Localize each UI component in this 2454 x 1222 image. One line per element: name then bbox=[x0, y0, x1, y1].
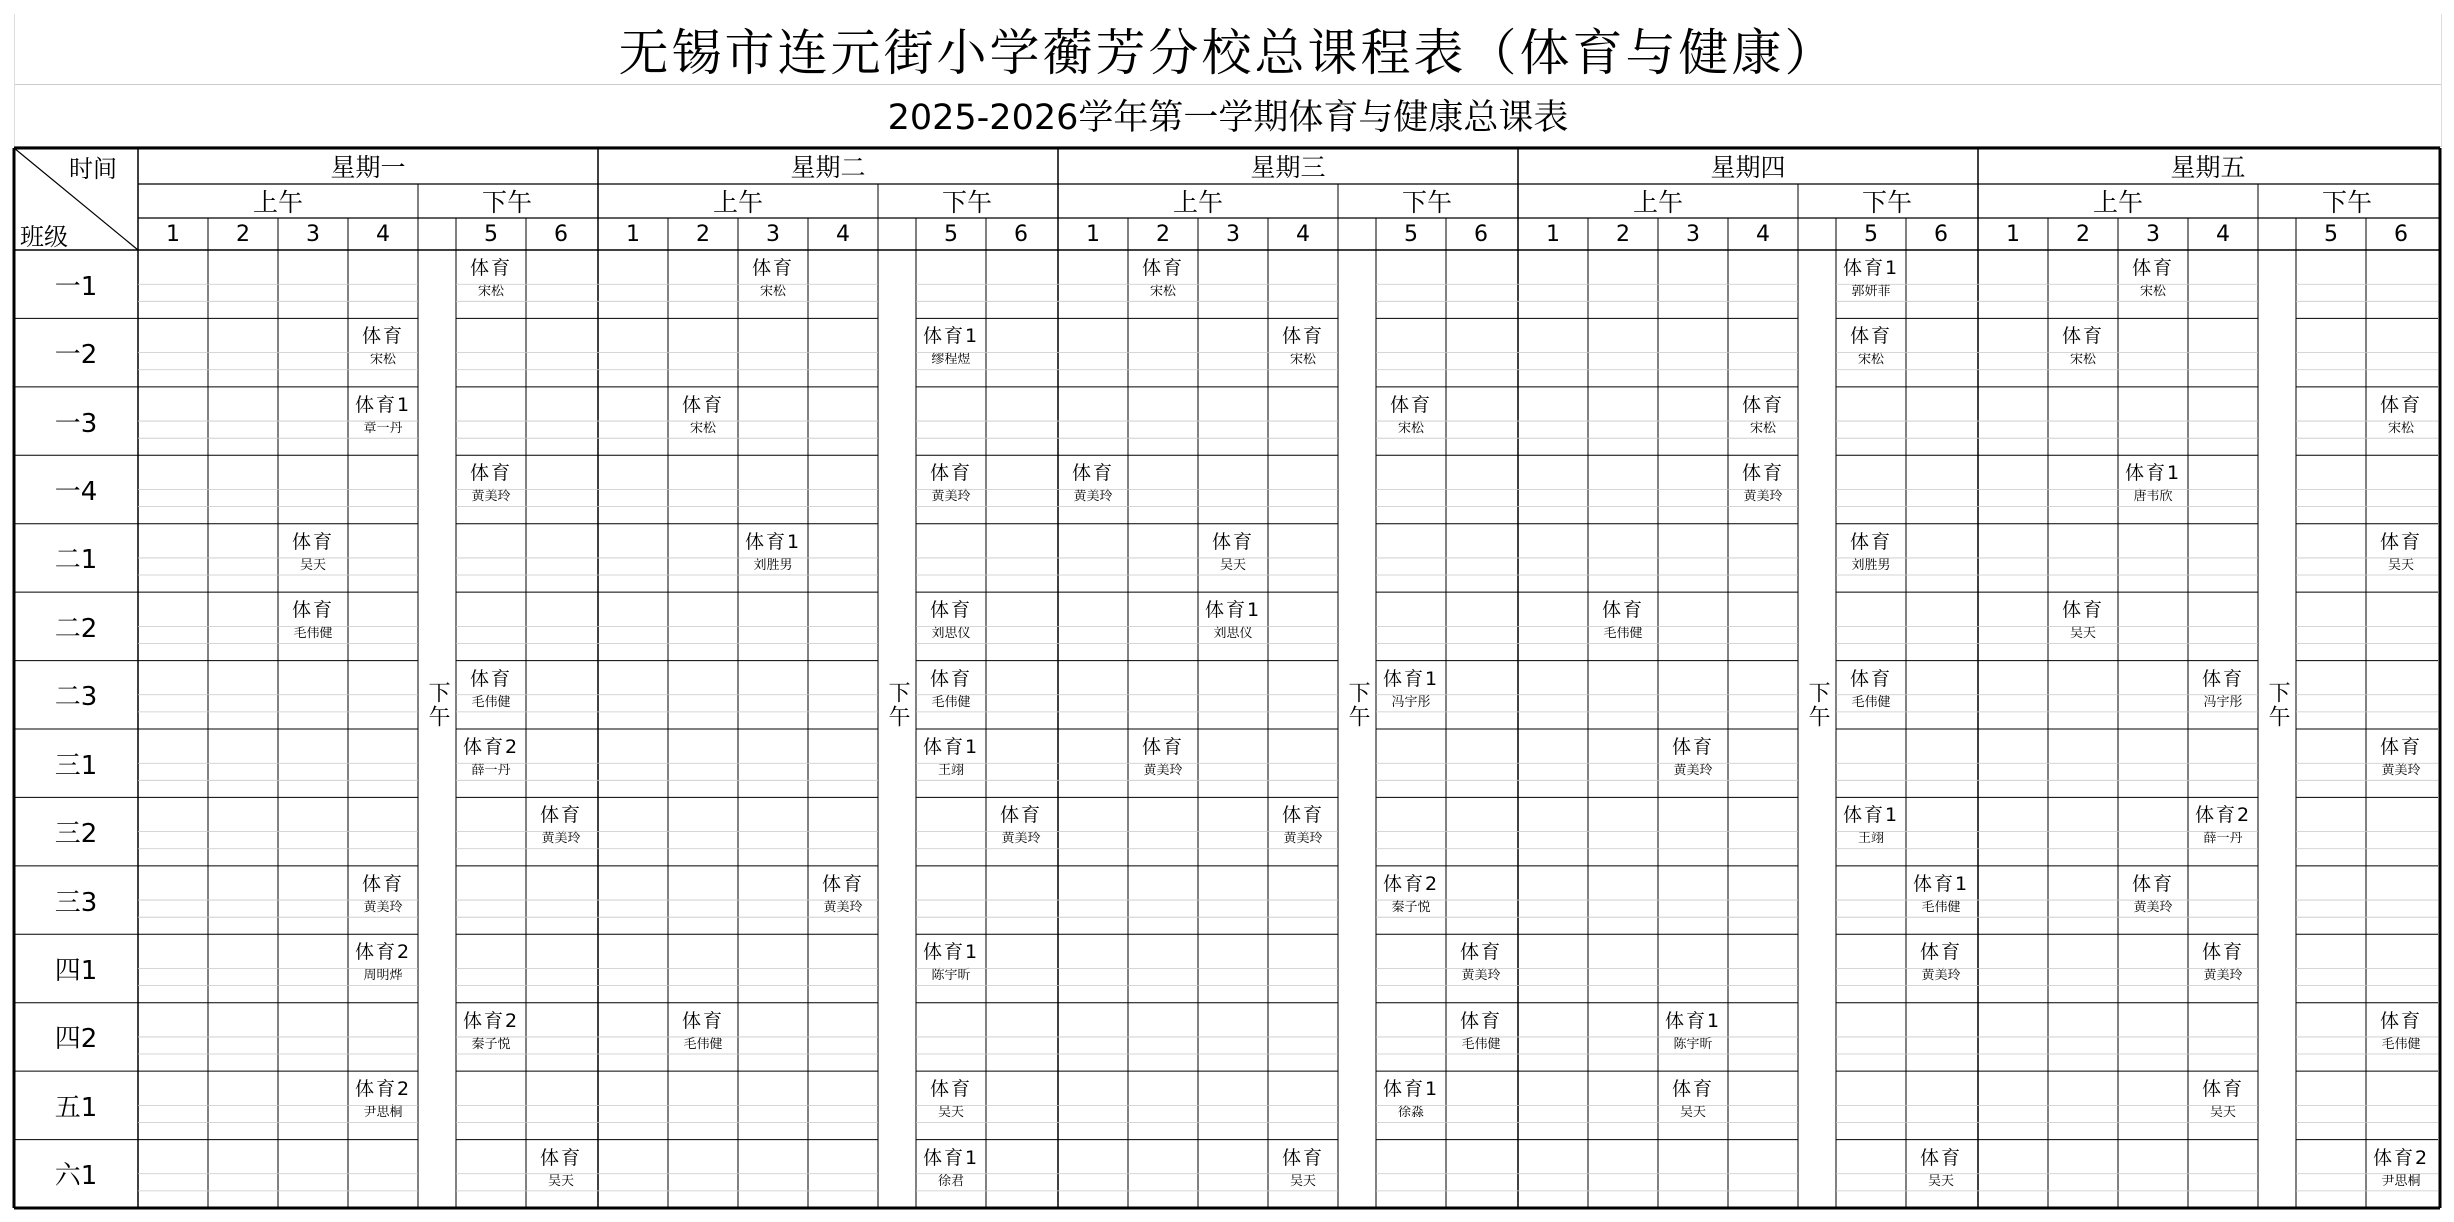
lesson-subject: 体育 bbox=[469, 667, 512, 690]
lesson-subject: 体育 bbox=[1671, 1078, 1714, 1101]
noon-label-text: 下午 bbox=[1345, 681, 1370, 730]
lesson-subject: 体育 bbox=[1849, 530, 1892, 553]
class-label: 三2 bbox=[54, 819, 98, 850]
lesson-teacher: 吴天 bbox=[2387, 557, 2414, 573]
lesson-subject: 体育 bbox=[469, 257, 512, 279]
lesson-teacher: 黄美玲 bbox=[471, 489, 511, 505]
lesson-teacher: 吴天 bbox=[1219, 557, 1246, 573]
lesson-teacher: 唐韦欣 bbox=[2133, 489, 2173, 505]
period-number: 3 bbox=[2146, 221, 2160, 247]
class-label: 三3 bbox=[54, 887, 98, 918]
corner-class-label: 班级 bbox=[20, 222, 68, 251]
lesson-teacher: 毛伟健 bbox=[931, 694, 971, 710]
lesson-teacher: 宋松 bbox=[1397, 420, 1424, 436]
lesson-subject: 体育 bbox=[1741, 393, 1784, 416]
lesson-subject: 体育1 bbox=[1912, 872, 1970, 895]
lesson-teacher: 秦子悦 bbox=[1391, 899, 1431, 915]
lesson-teacher: 宋松 bbox=[2387, 420, 2414, 436]
period-number: 4 bbox=[836, 221, 850, 247]
period-number: 5 bbox=[1864, 221, 1878, 247]
period-number: 4 bbox=[2216, 221, 2230, 247]
lesson-subject: 体育 bbox=[2201, 1078, 2244, 1101]
period-number: 1 bbox=[166, 221, 180, 247]
lesson-teacher: 毛伟健 bbox=[471, 694, 511, 710]
lesson-teacher: 黄美玲 bbox=[823, 899, 863, 915]
lesson-subject: 体育1 bbox=[1664, 1009, 1722, 1032]
lesson-teacher: 宋松 bbox=[759, 284, 786, 299]
pm-header: 下午 bbox=[1401, 188, 1452, 217]
pm-header: 下午 bbox=[2321, 188, 2372, 217]
lesson-subject: 体育 bbox=[681, 393, 724, 416]
lesson-teacher: 黄美玲 bbox=[541, 831, 581, 847]
corner-diagonal bbox=[14, 148, 138, 250]
lesson-subject: 体育 bbox=[2379, 1009, 2422, 1032]
lesson-teacher: 吴天 bbox=[2069, 626, 2096, 642]
lesson-subject: 体育 bbox=[821, 872, 864, 895]
period-number: 1 bbox=[2006, 221, 2020, 247]
lesson-teacher: 薛一丹 bbox=[2203, 831, 2243, 847]
lesson-teacher: 吴天 bbox=[1289, 1173, 1316, 1189]
lesson-subject: 体育 bbox=[2379, 393, 2422, 416]
lesson-teacher: 宋松 bbox=[2139, 284, 2166, 299]
lesson-teacher: 徐君 bbox=[937, 1173, 964, 1189]
corner-time-label: 时间 bbox=[69, 154, 117, 183]
period-number: 2 bbox=[236, 221, 250, 247]
period-number: 2 bbox=[696, 221, 710, 247]
am-header: 上午 bbox=[712, 188, 763, 217]
lesson-subject: 体育 bbox=[539, 1146, 582, 1169]
period-number: 1 bbox=[626, 221, 640, 247]
lesson-teacher: 毛伟健 bbox=[1603, 626, 1643, 642]
lesson-subject: 体育1 bbox=[1382, 1078, 1440, 1101]
period-number: 3 bbox=[1686, 221, 1700, 247]
lesson-subject: 体育2 bbox=[354, 941, 412, 964]
class-label: 一1 bbox=[54, 271, 98, 302]
lesson-subject: 体育 bbox=[1389, 393, 1432, 416]
lesson-teacher: 王翊 bbox=[937, 763, 964, 778]
period-number: 3 bbox=[1226, 221, 1240, 247]
pm-header: 下午 bbox=[481, 188, 532, 217]
lesson-teacher: 刘胜男 bbox=[753, 557, 793, 573]
class-label: 四2 bbox=[54, 1024, 98, 1055]
lesson-teacher: 毛伟健 bbox=[683, 1036, 723, 1052]
lesson-teacher: 刘胜男 bbox=[1851, 557, 1891, 573]
lesson-teacher: 宋松 bbox=[1749, 420, 1776, 436]
lesson-subject: 体育1 bbox=[922, 1146, 980, 1169]
pm-header: 下午 bbox=[1861, 188, 1912, 217]
lesson-subject: 体育 bbox=[1741, 462, 1784, 485]
page-title: 无锡市连元街小学蘅芳分校总课程表（体育与健康） bbox=[14, 14, 2442, 85]
lesson-teacher: 黄美玲 bbox=[1921, 968, 1961, 984]
lesson-teacher: 吴天 bbox=[1927, 1173, 1954, 1189]
period-number: 5 bbox=[2324, 221, 2338, 247]
lesson-teacher: 章一丹 bbox=[363, 420, 403, 436]
lesson-teacher: 黄美玲 bbox=[1673, 763, 1713, 778]
lesson-subject: 体育 bbox=[1281, 325, 1324, 348]
lesson-teacher: 王翊 bbox=[1857, 831, 1884, 847]
lesson-teacher: 宋松 bbox=[369, 352, 396, 368]
class-label: 二2 bbox=[54, 613, 98, 644]
lesson-subject: 体育 bbox=[2201, 667, 2244, 690]
lesson-subject: 体育 bbox=[1211, 530, 1254, 553]
period-number: 5 bbox=[944, 221, 958, 247]
lesson-teacher: 吴天 bbox=[937, 1105, 964, 1121]
class-label: 二3 bbox=[54, 682, 98, 713]
class-label: 四1 bbox=[54, 955, 98, 986]
lesson-teacher: 刘思仪 bbox=[931, 626, 971, 642]
lesson-subject: 体育 bbox=[751, 257, 794, 279]
noon-label-text: 下午 bbox=[1805, 681, 1830, 730]
lesson-subject: 体育2 bbox=[462, 1009, 520, 1032]
period-number: 5 bbox=[484, 221, 498, 247]
class-label: 六1 bbox=[54, 1161, 98, 1192]
lesson-subject: 体育 bbox=[1141, 736, 1184, 758]
lesson-subject: 体育 bbox=[1281, 1146, 1324, 1169]
lesson-teacher: 薛一丹 bbox=[471, 763, 511, 778]
lesson-teacher: 黄美玲 bbox=[2381, 763, 2421, 778]
period-number: 2 bbox=[1156, 221, 1170, 247]
period-number: 1 bbox=[1086, 221, 1100, 247]
lesson-teacher: 宋松 bbox=[477, 284, 504, 299]
period-number: 6 bbox=[2394, 221, 2408, 247]
lesson-teacher: 陈宇昕 bbox=[1673, 1036, 1713, 1052]
lesson-teacher: 黄美玲 bbox=[1143, 763, 1183, 778]
lesson-subject: 体育 bbox=[361, 325, 404, 348]
class-label: 三1 bbox=[54, 750, 98, 781]
lesson-subject: 体育 bbox=[2379, 736, 2422, 758]
lesson-teacher: 冯宇彤 bbox=[2203, 694, 2243, 710]
lesson-subject: 体育 bbox=[361, 872, 404, 895]
lesson-subject: 体育 bbox=[2061, 325, 2104, 348]
period-number: 2 bbox=[1616, 221, 1630, 247]
lesson-teacher: 黄美玲 bbox=[1743, 489, 1783, 505]
lesson-subject: 体育2 bbox=[354, 1078, 412, 1101]
lesson-subject: 体育1 bbox=[2124, 462, 2182, 485]
lesson-subject: 体育 bbox=[1459, 941, 1502, 964]
lesson-subject: 体育1 bbox=[922, 941, 980, 964]
lesson-subject: 体育 bbox=[1281, 804, 1324, 827]
class-label: 一2 bbox=[54, 340, 98, 371]
period-number: 6 bbox=[1014, 221, 1028, 247]
period-number: 3 bbox=[766, 221, 780, 247]
period-number: 2 bbox=[2076, 221, 2090, 247]
period-number: 3 bbox=[306, 221, 320, 247]
period-number: 6 bbox=[1934, 221, 1948, 247]
lesson-subject: 体育 bbox=[929, 462, 972, 485]
period-number: 5 bbox=[1404, 221, 1418, 247]
period-number: 4 bbox=[1296, 221, 1310, 247]
lesson-subject: 体育 bbox=[681, 1009, 724, 1032]
lesson-subject: 体育 bbox=[1459, 1009, 1502, 1032]
noon-label-text: 下午 bbox=[2265, 681, 2290, 730]
lesson-subject: 体育 bbox=[1071, 462, 1114, 485]
lesson-teacher: 宋松 bbox=[1289, 352, 1316, 368]
lesson-subject: 体育 bbox=[1601, 599, 1644, 622]
lesson-teacher: 尹思桐 bbox=[2381, 1173, 2421, 1189]
lesson-teacher: 徐淼 bbox=[1397, 1105, 1424, 1121]
lesson-teacher: 吴天 bbox=[2209, 1105, 2236, 1121]
class-label: 一3 bbox=[54, 408, 98, 439]
lesson-subject: 体育 bbox=[2131, 257, 2174, 279]
lesson-subject: 体育1 bbox=[1842, 257, 1900, 279]
lesson-teacher: 秦子悦 bbox=[471, 1036, 511, 1052]
lesson-teacher: 吴天 bbox=[299, 557, 326, 573]
lesson-subject: 体育 bbox=[2131, 872, 2174, 895]
lesson-subject: 体育 bbox=[929, 1078, 972, 1101]
am-header: 上午 bbox=[252, 188, 303, 217]
noon-label-text: 下午 bbox=[425, 681, 450, 730]
lesson-teacher: 黄美玲 bbox=[2203, 968, 2243, 984]
period-number: 6 bbox=[1474, 221, 1488, 247]
noon-label-text: 下午 bbox=[885, 681, 910, 730]
lesson-subject: 体育 bbox=[469, 462, 512, 485]
lesson-teacher: 吴天 bbox=[1679, 1105, 1706, 1121]
day-header: 星期一 bbox=[330, 153, 406, 182]
lesson-teacher: 毛伟健 bbox=[293, 626, 333, 642]
lesson-teacher: 黄美玲 bbox=[1461, 968, 1501, 984]
day-header: 星期四 bbox=[1710, 153, 1786, 182]
lesson-teacher: 毛伟健 bbox=[2381, 1036, 2421, 1052]
lesson-teacher: 黄美玲 bbox=[931, 489, 971, 505]
am-header: 上午 bbox=[2092, 188, 2143, 217]
day-header: 星期二 bbox=[790, 153, 866, 182]
lesson-subject: 体育 bbox=[1849, 667, 1892, 690]
lesson-subject: 体育 bbox=[2201, 941, 2244, 964]
day-header: 星期五 bbox=[2170, 153, 2246, 182]
period-number: 6 bbox=[554, 221, 568, 247]
lesson-subject: 体育 bbox=[539, 804, 582, 827]
lesson-teacher: 宋松 bbox=[2069, 352, 2096, 368]
lesson-subject: 体育1 bbox=[354, 393, 412, 416]
lesson-subject: 体育1 bbox=[1382, 667, 1440, 690]
lesson-subject: 体育 bbox=[2061, 599, 2104, 622]
lesson-subject: 体育 bbox=[1919, 941, 1962, 964]
day-header: 星期三 bbox=[1250, 153, 1326, 182]
lesson-teacher: 郭妍菲 bbox=[1851, 284, 1891, 299]
lesson-subject: 体育1 bbox=[744, 530, 802, 553]
lesson-subject: 体育1 bbox=[1204, 599, 1262, 622]
page-subtitle: 2025-2026学年第一学期体育与健康总课表 bbox=[14, 84, 2442, 147]
lesson-teacher: 黄美玲 bbox=[1001, 831, 1041, 847]
lesson-teacher: 刘思仪 bbox=[1213, 626, 1253, 642]
period-number: 4 bbox=[376, 221, 390, 247]
lesson-subject: 体育2 bbox=[1382, 872, 1440, 895]
period-number: 4 bbox=[1756, 221, 1770, 247]
class-label: 一4 bbox=[54, 476, 98, 507]
lesson-subject: 体育 bbox=[291, 599, 334, 622]
lesson-subject: 体育1 bbox=[922, 325, 980, 348]
lesson-subject: 体育 bbox=[291, 530, 334, 553]
lesson-teacher: 黄美玲 bbox=[1073, 489, 1113, 505]
lesson-teacher: 陈宇昕 bbox=[931, 968, 971, 984]
lesson-subject: 体育2 bbox=[2372, 1146, 2430, 1169]
lesson-teacher: 毛伟健 bbox=[1851, 694, 1891, 710]
lesson-teacher: 周明烨 bbox=[363, 968, 403, 984]
lesson-teacher: 宋松 bbox=[689, 420, 716, 436]
lesson-teacher: 宋松 bbox=[1149, 284, 1176, 299]
class-label: 二1 bbox=[54, 545, 98, 576]
am-header: 上午 bbox=[1172, 188, 1223, 217]
lesson-subject: 体育 bbox=[2379, 530, 2422, 553]
pm-header: 下午 bbox=[941, 188, 992, 217]
lesson-subject: 体育 bbox=[1919, 1146, 1962, 1169]
lesson-teacher: 冯宇彤 bbox=[1391, 694, 1431, 710]
lesson-subject: 体育2 bbox=[462, 736, 520, 758]
lesson-teacher: 黄美玲 bbox=[2133, 899, 2173, 915]
lesson-subject: 体育 bbox=[1849, 325, 1892, 348]
lesson-teacher: 毛伟健 bbox=[1921, 899, 1961, 915]
lesson-subject: 体育1 bbox=[922, 736, 980, 758]
am-header: 上午 bbox=[1632, 188, 1683, 217]
lesson-subject: 体育 bbox=[929, 667, 972, 690]
lesson-teacher: 毛伟健 bbox=[1461, 1036, 1501, 1052]
lesson-subject: 体育2 bbox=[2194, 804, 2252, 827]
class-label: 五1 bbox=[54, 1092, 98, 1123]
lesson-teacher: 宋松 bbox=[1857, 352, 1884, 368]
lesson-teacher: 尹思桐 bbox=[363, 1105, 403, 1121]
period-number: 1 bbox=[1546, 221, 1560, 247]
lesson-teacher: 吴天 bbox=[547, 1173, 574, 1189]
lesson-subject: 体育 bbox=[929, 599, 972, 622]
lesson-teacher: 黄美玲 bbox=[1283, 831, 1323, 847]
lesson-teacher: 缪程煜 bbox=[931, 352, 971, 368]
lesson-subject: 体育 bbox=[1671, 736, 1714, 758]
lesson-teacher: 黄美玲 bbox=[363, 899, 403, 915]
lesson-subject: 体育 bbox=[1141, 257, 1184, 279]
lesson-subject: 体育1 bbox=[1842, 804, 1900, 827]
lesson-subject: 体育 bbox=[999, 804, 1042, 827]
